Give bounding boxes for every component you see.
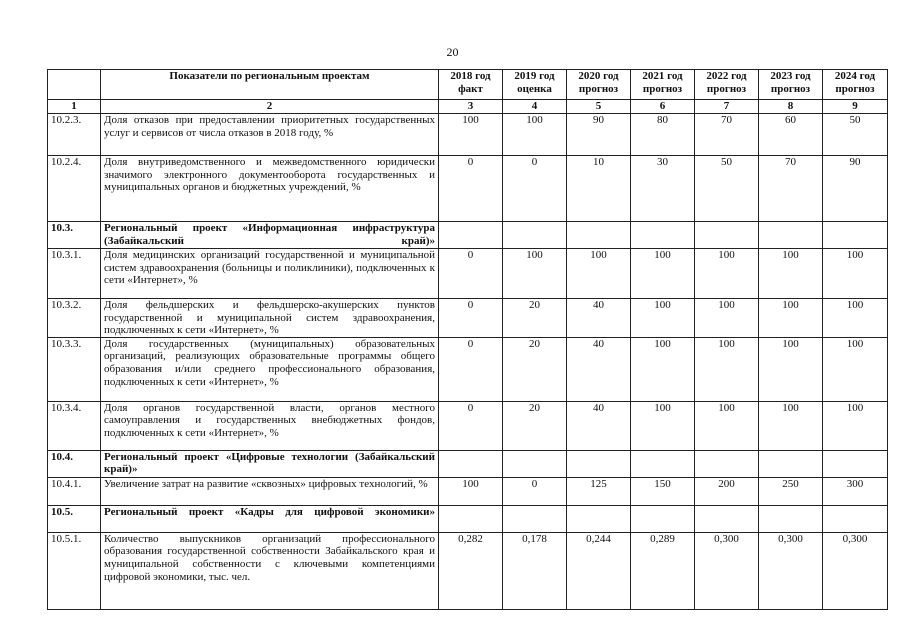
value-cell: 200: [695, 477, 759, 505]
column-number: 6: [631, 100, 695, 114]
table-row: [48, 401, 888, 450]
value-cell: 0,300: [759, 532, 823, 609]
indicator-name: Доля фельдшерских и фельдшерско-акушерских пунктов государственной и муниципальной систем здравоохранения, подключенных к сети «Интернет», %: [101, 299, 439, 338]
row-code: 10.3.: [48, 222, 101, 249]
value-cell: [439, 222, 503, 249]
row-code: 10.3.2.: [48, 299, 101, 338]
value-cell: 100: [567, 249, 631, 299]
value-cell: 50: [823, 114, 888, 156]
row-code: 10.4.1.: [48, 477, 101, 505]
section-title: Региональный проект «Кадры для цифровой экономики»: [101, 505, 439, 532]
table-row: [48, 337, 888, 401]
value-cell: [759, 450, 823, 477]
section-row: [48, 450, 888, 477]
value-cell: 150: [631, 477, 695, 505]
value-cell: 0,289: [631, 532, 695, 609]
column-number: 2: [101, 100, 439, 114]
value-cell: 100: [695, 401, 759, 450]
table-row: [48, 532, 888, 609]
value-cell: 0: [439, 249, 503, 299]
value-cell: [567, 450, 631, 477]
table-row: [48, 477, 888, 505]
value-cell: 30: [631, 156, 695, 222]
value-cell: 0,300: [695, 532, 759, 609]
row-code: 10.5.1.: [48, 532, 101, 609]
value-cell: 70: [759, 156, 823, 222]
column-number: 8: [759, 100, 823, 114]
value-cell: [631, 450, 695, 477]
section-row: [48, 222, 888, 249]
value-cell: [695, 222, 759, 249]
value-cell: 0,178: [503, 532, 567, 609]
value-cell: [631, 505, 695, 532]
value-cell: [567, 222, 631, 249]
value-cell: [823, 222, 888, 249]
row-code: 10.3.3.: [48, 337, 101, 401]
row-code: 10.5.: [48, 505, 101, 532]
table-row: [48, 156, 888, 222]
value-cell: 100: [695, 299, 759, 338]
value-cell: 100: [823, 299, 888, 338]
table-row: [48, 249, 888, 299]
value-cell: 100: [759, 299, 823, 338]
value-cell: 100: [503, 249, 567, 299]
section-title: Региональный проект «Информационная инфраструктура (Забайкальский край)»: [101, 222, 439, 249]
value-cell: [503, 505, 567, 532]
value-cell: 20: [503, 337, 567, 401]
value-cell: 100: [695, 337, 759, 401]
header-year-2020: 2020 год прогноз: [567, 70, 631, 100]
value-cell: 90: [823, 156, 888, 222]
indicator-name: Количество выпускников организаций профессионального образования государственной собственности Забайкальского края и муниципальной собственности с ключевыми компетенциями цифровой экономики, тыс. чел.: [101, 532, 439, 609]
header-indicators: Показатели по региональным проектам: [101, 70, 439, 100]
value-cell: 20: [503, 299, 567, 338]
value-cell: 300: [823, 477, 888, 505]
value-cell: 20: [503, 401, 567, 450]
header-year-2019: 2019 год оценка: [503, 70, 567, 100]
value-cell: 70: [695, 114, 759, 156]
value-cell: 100: [439, 477, 503, 505]
value-cell: 100: [631, 337, 695, 401]
value-cell: 40: [567, 299, 631, 338]
indicator-name: Доля отказов при предоставлении приоритетных государственных услуг и сервисов от числа отказов в 2018 году, %: [101, 114, 439, 156]
value-cell: 100: [759, 401, 823, 450]
row-code: 10.2.4.: [48, 156, 101, 222]
value-cell: 0: [439, 156, 503, 222]
value-cell: 100: [439, 114, 503, 156]
header-year-2018: 2018 год факт: [439, 70, 503, 100]
row-code: 10.3.4.: [48, 401, 101, 450]
value-cell: [759, 222, 823, 249]
value-cell: [823, 505, 888, 532]
value-cell: 40: [567, 401, 631, 450]
value-cell: 100: [823, 401, 888, 450]
column-number: 9: [823, 100, 888, 114]
row-code: 10.3.1.: [48, 249, 101, 299]
value-cell: 0,300: [823, 532, 888, 609]
indicator-name: Доля медицинских организаций государственной и муниципальной систем здравоохранения (больницы и поликлиники), подключенных к сети «Интернет», %: [101, 249, 439, 299]
row-code: 10.4.: [48, 450, 101, 477]
section-row: [48, 505, 888, 532]
value-cell: [695, 505, 759, 532]
column-number: 7: [695, 100, 759, 114]
value-cell: 50: [695, 156, 759, 222]
value-cell: [695, 450, 759, 477]
value-cell: 100: [759, 249, 823, 299]
indicator-name: Доля органов государственной власти, органов местного самоуправления и государственных внебюджетных фондов, подключенных к сети «Интернет», %: [101, 401, 439, 450]
value-cell: [439, 450, 503, 477]
value-cell: 250: [759, 477, 823, 505]
value-cell: 40: [567, 337, 631, 401]
value-cell: [631, 222, 695, 249]
value-cell: 125: [567, 477, 631, 505]
header-code: [48, 70, 101, 100]
value-cell: 0: [439, 337, 503, 401]
value-cell: 100: [823, 249, 888, 299]
value-cell: [439, 505, 503, 532]
indicator-name: Доля государственных (муниципальных) образовательных организаций, реализующих образовательные программы общего образования и/или среднего профессионального образования, подключенных к сети «Интернет», %: [101, 337, 439, 401]
value-cell: 100: [823, 337, 888, 401]
column-number: 4: [503, 100, 567, 114]
value-cell: [759, 505, 823, 532]
column-number: 1: [48, 100, 101, 114]
header-year-2021: 2021 год прогноз: [631, 70, 695, 100]
value-cell: 0: [439, 299, 503, 338]
table-row: [48, 114, 888, 156]
page-number: 20: [446, 45, 459, 59]
value-cell: 0: [503, 156, 567, 222]
indicators-table: [47, 69, 888, 610]
value-cell: 80: [631, 114, 695, 156]
value-cell: [503, 450, 567, 477]
value-cell: 60: [759, 114, 823, 156]
value-cell: 100: [503, 114, 567, 156]
value-cell: 100: [759, 337, 823, 401]
value-cell: 0: [503, 477, 567, 505]
value-cell: [567, 505, 631, 532]
column-number: 3: [439, 100, 503, 114]
column-number-row: [48, 100, 888, 114]
indicator-name: Увеличение затрат на развитие «сквозных» цифровых технологий, %: [101, 477, 439, 505]
header-year-2022: 2022 год прогноз: [695, 70, 759, 100]
table-row: [48, 299, 888, 338]
value-cell: 100: [631, 299, 695, 338]
value-cell: 100: [631, 401, 695, 450]
row-code: 10.2.3.: [48, 114, 101, 156]
value-cell: 100: [695, 249, 759, 299]
header-year-2024: 2024 год прогноз: [823, 70, 888, 100]
value-cell: 100: [631, 249, 695, 299]
value-cell: 0: [439, 401, 503, 450]
value-cell: 10: [567, 156, 631, 222]
value-cell: [823, 450, 888, 477]
value-cell: 0,244: [567, 532, 631, 609]
value-cell: 90: [567, 114, 631, 156]
column-number: 5: [567, 100, 631, 114]
value-cell: [503, 222, 567, 249]
table-header-row: [48, 70, 888, 100]
value-cell: 0,282: [439, 532, 503, 609]
section-title: Региональный проект «Цифровые технологии (Забайкальский край)»: [101, 450, 439, 477]
indicator-name: Доля внутриведомственного и межведомственного юридически значимого электронного документооборота государственных и муниципальных органов и бюджетных учреждений, %: [101, 156, 439, 222]
header-year-2023: 2023 год прогноз: [759, 70, 823, 100]
